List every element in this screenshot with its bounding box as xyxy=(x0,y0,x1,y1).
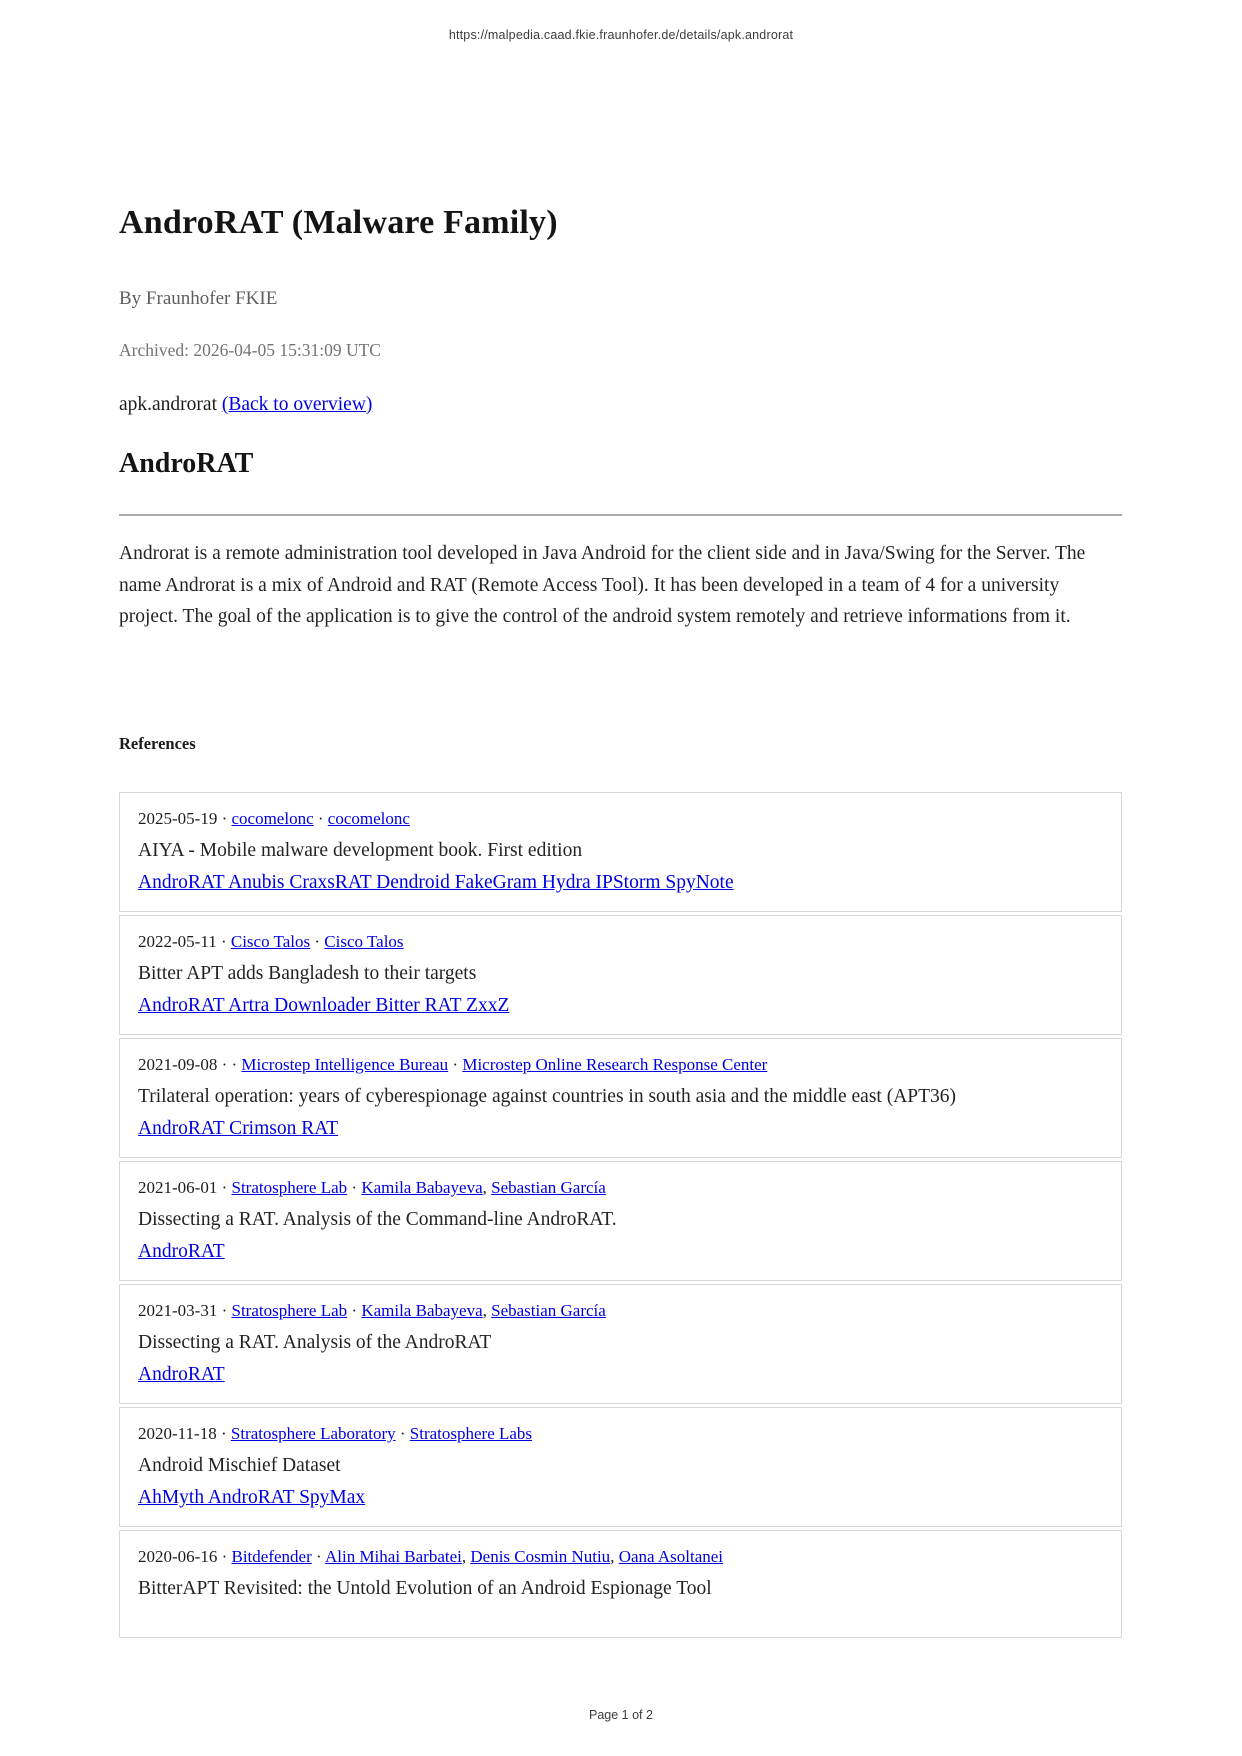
reference-meta xyxy=(138,1545,1103,1568)
reference-source-link[interactable]: Microstep Online Research Response Center xyxy=(462,1055,768,1074)
reference-meta-text: , xyxy=(482,1178,492,1197)
reference-meta xyxy=(138,1176,1103,1199)
reference-meta-text: · xyxy=(448,1055,463,1074)
reference-source-link[interactable]: Denis Cosmin Nutiu xyxy=(470,1547,611,1566)
reference-meta-text: , xyxy=(482,1301,492,1320)
page-number-indicator: Page 1 of 2 xyxy=(589,1708,653,1722)
reference-source-link[interactable]: Cisco Talos xyxy=(230,932,311,951)
reference-source-link[interactable]: cocomelonc xyxy=(327,809,410,828)
reference-meta-text: · xyxy=(310,932,325,951)
reference-title: AIYA - Mobile malware development book. First edition xyxy=(138,840,583,861)
reference-tags-link[interactable]: AndroRAT xyxy=(138,1364,225,1385)
reference-source-link[interactable]: Stratosphere Labs xyxy=(409,1424,533,1443)
reference-tags-link[interactable]: AndroRAT xyxy=(138,1241,225,1262)
page-content xyxy=(119,0,1122,1756)
reference-entry xyxy=(119,1407,1122,1527)
reference-meta xyxy=(138,1422,1103,1445)
reference-meta-text: 2022-05-11 · xyxy=(138,932,231,951)
reference-meta-text: , xyxy=(461,1547,471,1566)
reference-tags-link[interactable]: AndroRAT Artra Downloader Bitter RAT ZxxZ xyxy=(138,995,510,1016)
reference-meta-text: , xyxy=(610,1547,619,1566)
reference-source-link[interactable]: Alin Mihai Barbatei xyxy=(324,1547,462,1566)
reference-meta xyxy=(138,930,1103,953)
reference-meta-text: 2025-05-19 · xyxy=(138,809,232,828)
reference-meta-text: 2021-09-08 · · xyxy=(138,1055,242,1074)
reference-title: Dissecting a RAT. Analysis of the AndroRAT xyxy=(138,1332,492,1353)
reference-source-link[interactable]: Cisco Talos xyxy=(324,932,404,951)
references-list xyxy=(119,792,1122,1638)
reference-meta-text: 2020-11-18 · xyxy=(138,1424,231,1443)
reference-entry xyxy=(119,1161,1122,1281)
reference-title: Trilateral operation: years of cyberespionage against countries in south asia and the middle east (APT36) xyxy=(138,1086,957,1107)
reference-entry xyxy=(119,1530,1122,1638)
family-line xyxy=(119,394,372,416)
reference-entry xyxy=(119,1284,1122,1404)
reference-meta-text: · xyxy=(347,1301,362,1320)
reference-entry xyxy=(119,915,1122,1035)
reference-source-link[interactable]: Kamila Babayeva xyxy=(361,1301,483,1320)
reference-tags-link[interactable]: AndroRAT Anubis CraxsRAT Dendroid FakeGram Hydra IPStorm SpyNote xyxy=(138,872,734,893)
reference-meta xyxy=(138,1053,1103,1076)
reference-source-link[interactable]: Stratosphere Laboratory xyxy=(230,1424,396,1443)
reference-source-link[interactable]: Sebastian García xyxy=(491,1178,606,1197)
divider xyxy=(119,514,1122,516)
back-to-overview-link[interactable]: (Back to overview) xyxy=(221,394,373,415)
reference-title: Dissecting a RAT. Analysis of the Command-line AndroRAT. xyxy=(138,1209,617,1230)
archived-timestamp: Archived: 2026-04-05 15:31:09 UTC xyxy=(119,340,381,360)
page-title: AndroRAT (Malware Family) xyxy=(119,204,558,241)
byline: By Fraunhofer FKIE xyxy=(119,288,278,309)
reference-source-link[interactable]: Stratosphere Lab xyxy=(231,1178,348,1197)
print-header-url: https://malpedia.caad.fkie.fraunhofer.de/details/apk.androrat xyxy=(448,28,794,42)
reference-meta-text: 2021-03-31 · xyxy=(138,1301,232,1320)
reference-tags-link[interactable]: AhMyth AndroRAT SpyMax xyxy=(138,1487,366,1508)
reference-meta-text: · xyxy=(311,1547,325,1566)
reference-meta-text: · xyxy=(347,1178,362,1197)
reference-source-link[interactable]: Sebastian García xyxy=(491,1301,606,1320)
family-heading: AndroRAT xyxy=(119,448,254,479)
reference-meta xyxy=(138,1299,1103,1322)
family-id: apk.androrat xyxy=(119,394,217,415)
reference-source-link[interactable]: Bitdefender xyxy=(231,1547,312,1566)
reference-title: BitterAPT Revisited: the Untold Evolution of an Android Espionage Tool xyxy=(138,1578,712,1599)
reference-entry xyxy=(119,1038,1122,1158)
reference-source-link[interactable]: Kamila Babayeva xyxy=(361,1178,483,1197)
reference-meta xyxy=(138,807,1103,830)
reference-tags-link[interactable]: AndroRAT Crimson RAT xyxy=(138,1118,339,1139)
reference-meta-text: · xyxy=(313,809,328,828)
reference-meta-text: 2020-06-16 · xyxy=(138,1547,232,1566)
reference-entry xyxy=(119,792,1122,912)
reference-meta-text: 2021-06-01 · xyxy=(138,1178,232,1197)
reference-source-link[interactable]: Microstep Intelligence Bureau xyxy=(241,1055,449,1074)
reference-source-link[interactable]: Stratosphere Lab xyxy=(231,1301,348,1320)
family-description: Androrat is a remote administration tool developed in Java Android for the client side and in Java/Swing for the Server. The name Androrat is a mix of Android and RAT (Remote Access Tool). It has been developed in a team of 4 for a university project. The goal of the application is to give the control of the android system remotely and retrieve informations from it. xyxy=(119,543,1086,627)
references-heading: References xyxy=(119,734,196,753)
reference-meta-text: · xyxy=(395,1424,410,1443)
reference-title: Bitter APT adds Bangladesh to their targets xyxy=(138,963,477,984)
reference-title: Android Mischief Dataset xyxy=(138,1455,341,1476)
reference-source-link[interactable]: cocomelonc xyxy=(231,809,314,828)
reference-source-link[interactable]: Oana Asoltanei xyxy=(618,1547,724,1566)
